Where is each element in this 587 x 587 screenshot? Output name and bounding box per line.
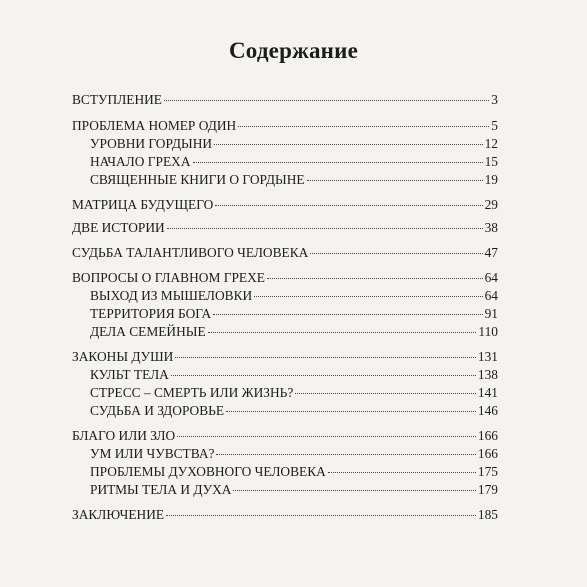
toc-entry-label: ПРОБЛЕМА НОМЕР ОДИН [72,118,237,133]
toc-entry-label: РИТМЫ ТЕЛА И ДУХА [90,482,232,497]
toc-entry-page-number: 5 [491,118,498,133]
toc-entry [90,385,498,401]
toc-entry-label: УРОВНИ ГОРДЫНИ [90,136,213,151]
toc-entry-page-number: 179 [477,482,498,497]
toc-entry [90,464,498,480]
toc-entry [72,428,498,444]
dot-leader [267,278,483,279]
toc-entry [72,197,498,213]
toc-entry-page-number: 166 [477,446,498,461]
dot-leader [175,357,476,358]
toc-entry-label: БЛАГО ИЛИ ЗЛО [72,428,176,443]
toc-entry-label: ВСТУПЛЕНИЕ [72,92,162,107]
toc-entry [90,367,498,383]
toc-entry-page-number: 64 [484,288,498,303]
dot-leader [310,253,482,254]
toc-entry [90,324,498,340]
toc-entry-page-number: 38 [484,220,498,235]
toc-entry-page-number: 138 [477,367,498,382]
dot-leader [216,454,475,455]
toc-entry [90,288,498,304]
toc-entry [90,154,498,170]
toc-entry-page-number: 64 [484,270,498,285]
toc-entry-page-number: 175 [477,464,498,479]
dot-leader [171,375,476,376]
toc-entry-label: ЗАКЛЮЧЕНИЕ [72,507,165,522]
toc-entry-page-number: 166 [477,428,498,443]
toc-entry [90,172,498,188]
toc-entry [72,245,498,261]
toc-entry-page-number: 15 [484,154,498,169]
toc-entry-page-number: 19 [484,172,498,187]
toc-entry-page-number: 29 [484,197,498,212]
toc-entry-page-number: 12 [484,136,498,151]
toc-entry-page-number: 141 [477,385,498,400]
toc-entry-label: МАТРИЦА БУДУЩЕГО [72,197,214,212]
dot-leader [238,126,489,127]
dot-leader [254,296,482,297]
toc-entry [72,507,498,523]
toc-entry-label: КУЛЬТ ТЕЛА [90,367,169,382]
toc-entry-label: ВЫХОД ИЗ МЫШЕЛОВКИ [90,288,253,303]
toc-entry-label: ПРОБЛЕМЫ ДУХОВНОГО ЧЕЛОВЕКА [90,464,326,479]
toc-entry-page-number: 3 [491,92,498,107]
toc-entry-label: СВЯЩЕННЫЕ КНИГИ О ГОРДЫНЕ [90,172,305,187]
dot-leader [307,180,483,181]
toc-entry-label: ДВЕ ИСТОРИИ [72,220,165,235]
toc-entry [90,136,498,152]
dot-leader [177,436,476,437]
dot-leader [215,205,482,206]
toc-entry [72,118,498,134]
toc-entry-label: ЗАКОНЫ ДУШИ [72,349,174,364]
toc-entry-label: ВОПРОСЫ О ГЛАВНОМ ГРЕХЕ [72,270,265,285]
toc-entry [72,220,498,236]
toc-entry-page-number: 91 [484,306,498,321]
toc-entry-page-number: 47 [484,245,498,260]
toc-entry [90,482,498,498]
dot-leader [213,314,482,315]
dot-leader [166,515,476,516]
toc-entry-label: СУДЬБА И ЗДОРОВЬЕ [90,403,225,418]
toc-entry [72,270,498,286]
toc-entry-label: НАЧАЛО ГРЕХА [90,154,191,169]
dot-leader [208,332,477,333]
dot-leader [328,472,476,473]
toc-entry-label: СУДЬБА ТАЛАНТЛИВОГО ЧЕЛОВЕКА [72,245,309,260]
toc-entry-label: ДЕЛА СЕМЕЙНЫЕ [90,324,206,339]
toc-entry [90,306,498,322]
toc-entry [90,403,498,419]
toc-entry-label: СТРЕСС – СМЕРТЬ ИЛИ ЖИЗНЬ? [90,385,294,400]
dot-leader [167,228,483,229]
dot-leader [295,393,476,394]
toc-entry [72,349,498,365]
toc-entry [90,446,498,462]
toc-entry-page-number: 185 [477,507,498,522]
toc-entry-page-number: 110 [478,324,498,339]
toc-entry-label: ТЕРРИТОРИЯ БОГА [90,306,212,321]
toc-entry [72,92,498,108]
dot-leader [193,162,483,163]
dot-leader [226,411,476,412]
toc-entry-page-number: 146 [477,403,498,418]
page-title: Содержание [229,38,358,63]
toc-entry-label: УМ ИЛИ ЧУВСТВА? [90,446,215,461]
dot-leader [214,144,483,145]
dot-leader [233,490,475,491]
toc-entry-page-number: 131 [477,349,498,364]
dot-leader [164,100,489,101]
